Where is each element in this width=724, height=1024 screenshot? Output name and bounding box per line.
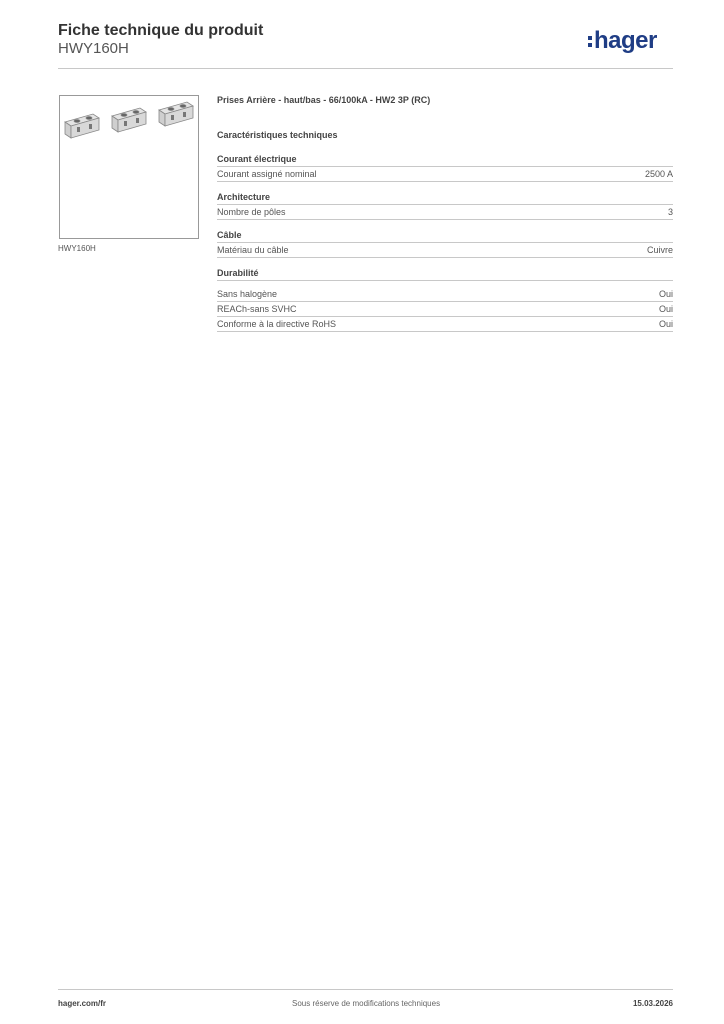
group-title: Architecture — [217, 192, 673, 205]
footer-date: 15.03.2026 — [632, 999, 673, 1008]
spec-value: 3 — [667, 207, 673, 217]
footer-website-link[interactable]: hager.com/fr — [58, 999, 107, 1008]
spec-value: Oui — [658, 319, 673, 329]
spec-group-courant — [217, 154, 673, 182]
page-title: Fiche technique du produit — [58, 22, 264, 39]
footer-disclaimer: Sous réserve de modifications techniques — [292, 999, 441, 1008]
image-caption: HWY160H — [58, 244, 96, 253]
spec-label: Nombre de pôles — [217, 207, 286, 217]
group-title: Câble — [217, 230, 673, 243]
spec-value: Oui — [658, 289, 673, 299]
terminal-connectors-icon — [60, 96, 198, 156]
spec-label: Sans halogène — [217, 289, 278, 299]
spec-row — [217, 167, 673, 182]
spec-label: Courant assigné nominal — [217, 169, 317, 179]
spec-row — [217, 302, 673, 317]
spec-label: Conforme à la directive RoHS — [217, 319, 337, 329]
spec-value: 2500 A — [644, 169, 673, 179]
hager-logo — [588, 27, 657, 55]
spec-row — [217, 317, 673, 332]
group-title: Durabilité — [217, 268, 673, 281]
logo-text: hager — [594, 27, 657, 54]
header-divider — [58, 68, 673, 69]
footer-divider — [58, 989, 673, 990]
spec-value: Cuivre — [646, 245, 673, 255]
spec-content — [217, 95, 673, 342]
group-title: Courant électrique — [217, 154, 673, 167]
product-image — [59, 95, 199, 239]
spec-label: Matériau du câble — [217, 245, 289, 255]
product-title: Prises Arrière - haut/bas - 66/100kA - HW2 3P (RC) — [217, 95, 431, 105]
spec-row — [217, 287, 673, 302]
spec-group-architecture — [217, 192, 673, 220]
product-reference: HWY160H — [58, 40, 129, 57]
spec-group-durabilite — [217, 268, 673, 332]
spec-value: Oui — [658, 304, 673, 314]
spec-label: REACh-sans SVHC — [217, 304, 297, 314]
spec-row — [217, 205, 673, 220]
section-title: Caractéristiques techniques — [217, 130, 338, 140]
spec-group-cable — [217, 230, 673, 258]
logo-colon-icon — [588, 33, 592, 50]
spec-row — [217, 243, 673, 258]
